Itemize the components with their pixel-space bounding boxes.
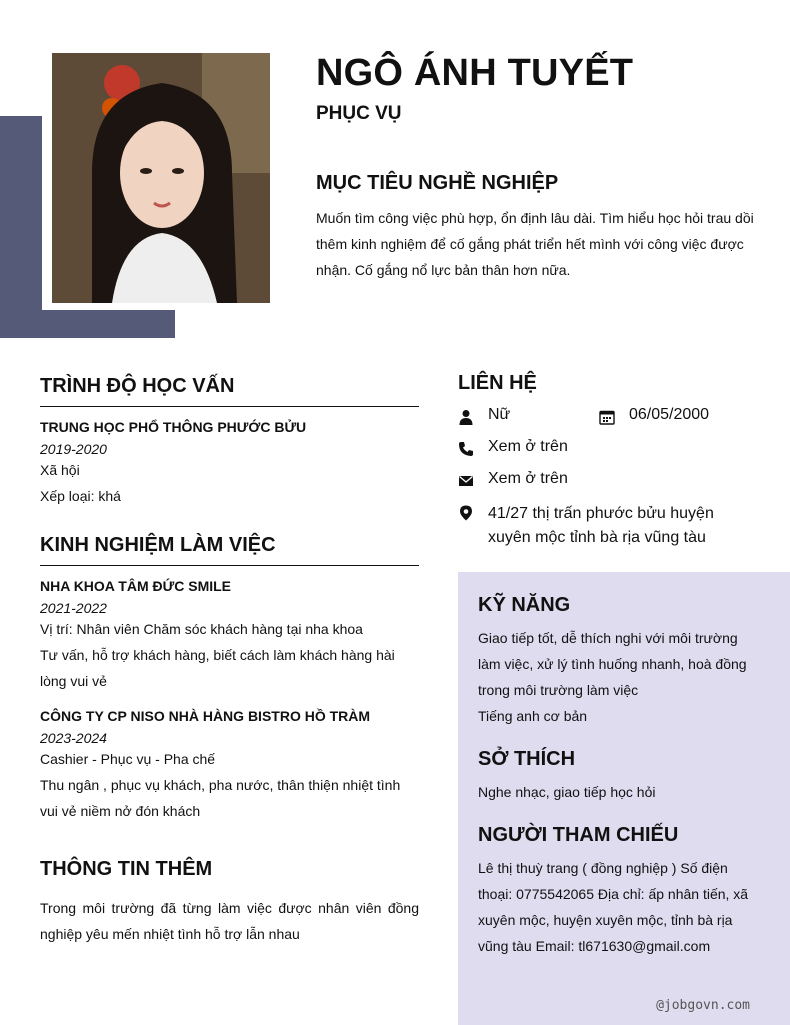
contact-phone bbox=[458, 438, 568, 457]
profile-photo bbox=[52, 53, 270, 303]
accent-block bbox=[0, 116, 42, 338]
education-grade: Xếp loại: khá bbox=[40, 488, 121, 504]
hobbies-text: Nghe nhạc, giao tiếp học hỏi bbox=[478, 784, 656, 800]
education-major: Xã hội bbox=[40, 462, 80, 478]
objective-text: Muốn tìm công việc phù hợp, ổn định lâu dài. Tìm hiểu học hỏi trau dồi thêm kinh nghiệm để cố gắng phát triển hết mình với công việc được nhận. Cố gắng nổ lực bản thân hơn nữa. bbox=[316, 210, 754, 278]
location-pin-icon bbox=[458, 505, 474, 521]
experience-desc: Thu ngân , phục vụ khách, pha nước, thân thiện nhiệt tình vui vẻ niềm nở đón khách bbox=[40, 777, 401, 819]
calendar-icon bbox=[599, 409, 615, 425]
phone-value: Xem ở trên bbox=[488, 438, 568, 455]
skills-title: KỸ NĂNG bbox=[478, 594, 571, 616]
contact-address bbox=[458, 502, 728, 550]
extra-text: Trong môi trường đã từng làm việc được nhân viên đồng nghiệp yêu mến nhiệt tình hỗ trợ lẫn nhau bbox=[40, 900, 419, 942]
education-period: 2019-2020 bbox=[40, 441, 107, 457]
skill-line: Giao tiếp tốt, dễ thích nghi với môi trường làm việc, xử lý tình huống nhanh, hoà đồng trong môi trường làm việc bbox=[478, 630, 747, 698]
gender-value: Nữ bbox=[488, 406, 511, 423]
candidate-name: NGÔ ÁNH TUYẾT bbox=[316, 52, 634, 94]
phone-icon bbox=[458, 441, 474, 457]
mail-icon bbox=[458, 473, 474, 489]
education-section bbox=[40, 375, 419, 509]
hobbies-section bbox=[478, 748, 758, 805]
experience-period: 2023-2024 bbox=[40, 730, 107, 746]
experience-item bbox=[40, 578, 419, 694]
side-panel bbox=[458, 572, 790, 1025]
extra-section bbox=[40, 858, 419, 947]
email-value: Xem ở trên bbox=[488, 470, 568, 487]
address-value: 41/27 thị trấn phước bửu huyện xuyên mộc tỉnh bà rịa vũng tàu bbox=[488, 505, 714, 546]
experience-desc: Tư vấn, hỗ trợ khách hàng, biết cách làm khách hàng hài lòng vui vẻ bbox=[40, 647, 395, 689]
extra-title: THÔNG TIN THÊM bbox=[40, 858, 213, 880]
skill-line: Tiếng anh cơ bản bbox=[478, 708, 588, 724]
school-name: TRUNG HỌC PHỔ THÔNG PHƯỚC BỬU bbox=[40, 419, 307, 435]
experience-role: Cashier - Phục vụ - Pha chế bbox=[40, 751, 216, 767]
objective-title: MỤC TIÊU NGHỀ NGHIỆP bbox=[316, 172, 559, 194]
watermark: @jobgovn.com bbox=[656, 998, 750, 1013]
company-name: CÔNG TY CP NISO NHÀ HÀNG BISTRO HỒ TRÀM bbox=[40, 708, 371, 724]
experience-item bbox=[40, 708, 419, 824]
references-section bbox=[478, 824, 753, 959]
contact-section bbox=[458, 372, 758, 546]
contact-birthday bbox=[599, 406, 709, 425]
birthday-value: 06/05/2000 bbox=[629, 406, 710, 423]
objective-section bbox=[316, 172, 756, 283]
person-icon bbox=[458, 409, 474, 425]
education-title: TRÌNH ĐỘ HỌC VẤN bbox=[40, 375, 235, 397]
accent-block-bottom bbox=[0, 310, 175, 338]
experience-period: 2021-2022 bbox=[40, 600, 107, 616]
contact-gender bbox=[458, 406, 510, 425]
references-title: NGƯỜI THAM CHIẾU bbox=[478, 824, 679, 846]
experience-title: KINH NGHIỆM LÀM VIỆC bbox=[40, 534, 276, 556]
experience-section bbox=[40, 534, 419, 824]
contact-email bbox=[458, 470, 568, 489]
contact-title: LIÊN HỆ bbox=[458, 372, 537, 394]
candidate-position: PHỤC VỤ bbox=[316, 103, 402, 124]
hobbies-title: SỞ THÍCH bbox=[478, 748, 576, 770]
company-name: NHA KHOA TÂM ĐỨC SMILE bbox=[40, 578, 232, 594]
education-item bbox=[40, 419, 419, 509]
references-text: Lê thị thuỳ trang ( đồng nghiệp ) Số điện thoại: 0775542065 Địa chỉ: ấp nhân tiến, xã xuyên mộc, huyện xuyên mộc, tỉnh bà rịa vũng tàu Email: tl671630@gmail.com bbox=[478, 860, 749, 954]
skills-section bbox=[478, 594, 758, 729]
experience-role: Vị trí: Nhân viên Chăm sóc khách hàng tại nha khoa bbox=[40, 621, 363, 637]
